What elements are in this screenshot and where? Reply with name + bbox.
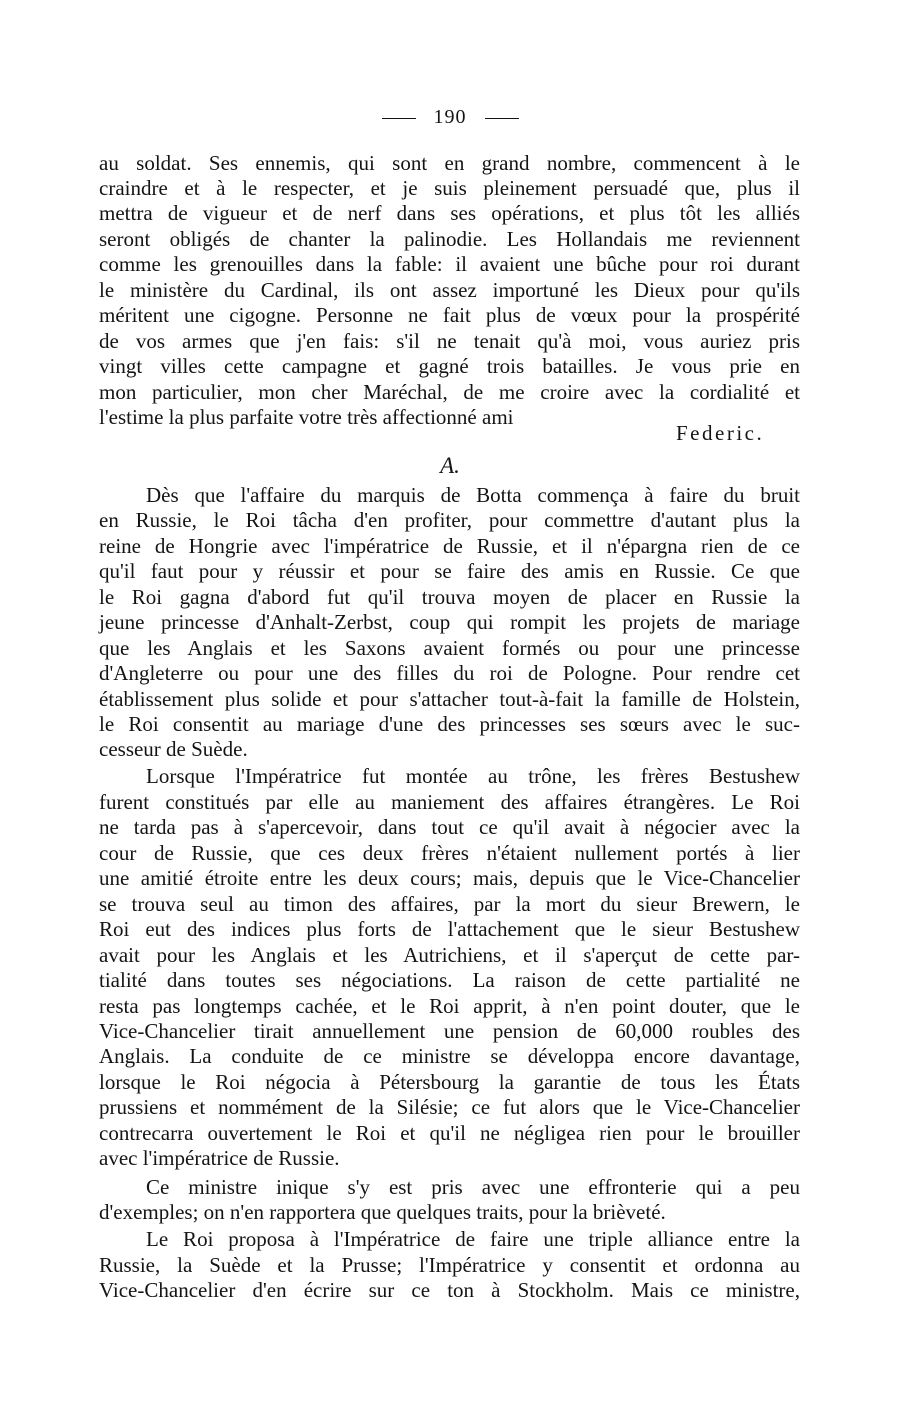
text-line: Anglais. La conduite de ce ministre se développa encore davantage, [99, 1044, 800, 1068]
text-line: établissement plus solide et pour s'attacher tout-à-fait la famille de Holstein, [99, 687, 800, 711]
text-line: se trouva seul au timon des affaires, par la mort du sieur Brewern, le [99, 892, 800, 916]
text-line: furent constitués par elle au maniement des affaires étrangères. Le Roi [99, 790, 800, 814]
text-line: lorsque le Roi négocia à Pétersbourg la garantie de tous les États [99, 1070, 800, 1094]
text-line: cesseur de Suède. [99, 737, 248, 761]
text-line: reine de Hongrie avec l'impératrice de Russie, et il n'épargna rien de ce [99, 534, 800, 558]
page-number: 190 [433, 106, 467, 128]
header-rule-left [382, 118, 416, 119]
text-line: resta pas longtemps cachée, et le Roi apprit, à n'en point douter, que le [99, 994, 800, 1018]
text-line: avait pour les Anglais et les Autrichiens, et il s'aperçut de cette par- [99, 943, 800, 967]
text-line: mettra de vigueur et de nerf dans ses opérations, et plus tôt les alliés [99, 201, 800, 225]
text-line: tialité dans toutes ses négociations. La raison de cette partialité ne [99, 968, 800, 992]
text-line: d'exemples; on n'en rapportera que quelques traits, pour la brièveté. [99, 1200, 666, 1224]
text-line: l'estime la plus parfaite votre très affectionné ami [99, 405, 514, 429]
text-line: le Roi consentit au mariage d'une des princesses ses sœurs avec le suc- [99, 712, 800, 736]
text-line: méritent une cigogne. Personne ne fait plus de vœux pour la prospérité [99, 303, 800, 327]
text-line: au soldat. Ses ennemis, qui sont en grand nombre, commencent à le [99, 151, 800, 175]
text-line: Vice-Chancelier d'en écrire sur ce ton à Stockholm. Mais ce ministre, [99, 1278, 800, 1302]
text-line: le ministère du Cardinal, ils ont assez importuné les Dieux pour qu'ils [99, 278, 800, 302]
text-line: Le Roi proposa à l'Impératrice de faire une triple alliance entre la [146, 1227, 800, 1251]
text-line: Dès que l'affaire du marquis de Botta commença à faire du bruit [146, 483, 800, 507]
text-line: Vice-Chancelier tirait annuellement une pension de 60,000 roubles des [99, 1019, 800, 1043]
text-line: jeune princesse d'Anhalt-Zerbst, coup qui rompit les projets de mariage [99, 610, 800, 634]
text-line: d'Angleterre ou pour une des filles du roi de Pologne. Pour rendre cet [99, 661, 800, 685]
header-rule-right [485, 118, 519, 119]
text-line: contrecarra ouvertement le Roi et qu'il ne négligea rien pour le brouiller [99, 1121, 800, 1145]
text-line: en Russie, le Roi tâcha d'en profiter, pour commettre d'autant plus la [99, 508, 800, 532]
signature: Federic. [676, 421, 765, 445]
text-line: avec l'impératrice de Russie. [99, 1146, 340, 1170]
text-line: Russie, la Suède et la Prusse; l'Impératrice y consentit et ordonna au [99, 1253, 800, 1277]
text-line: qu'il faut pour y réussir et pour se faire des amis en Russie. Ce que [99, 559, 800, 583]
text-line: Ce ministre inique s'y est pris avec une effronterie qui a peu [146, 1175, 800, 1199]
text-line: le Roi gagna d'abord fut qu'il trouva moyen de placer en Russie la [99, 585, 800, 609]
text-line: ne tarda pas à s'apercevoir, dans tout ce qu'il avait à négocier avec la [99, 815, 800, 839]
text-line: craindre et à le respecter, et je suis pleinement persuadé que, plus il [99, 176, 800, 200]
text-line: comme les grenouilles dans la fable: il avaient une bûche pour roi durant [99, 252, 800, 276]
text-line: une amitié étroite entre les deux cours; mais, depuis que le Vice-Chancelier [99, 866, 800, 890]
text-line: mon particulier, mon cher Maréchal, de me croire avec la cordialité et [99, 380, 800, 404]
text-line: prussiens et nommément de la Silésie; ce fut alors que le Vice-Chancelier [99, 1095, 800, 1119]
page-header [370, 104, 530, 130]
text-line: que les Anglais et les Saxons avaient formés ou pour une princesse [99, 636, 800, 660]
text-line: vingt villes cette campagne et gagné trois batailles. Je vous prie en [99, 354, 800, 378]
text-line: Roi eut des indices plus forts de l'attachement que le sieur Bestushew [99, 917, 800, 941]
text-line: seront obligés de chanter la palinodie. Les Hollandais me reviennent [99, 227, 800, 251]
section-heading: A. [440, 453, 460, 478]
text-line: cour de Russie, que ces deux frères n'étaient nullement portés à lier [99, 841, 800, 865]
text-line: de vos armes que j'en fais: s'il ne tenait qu'à moi, vous auriez pris [99, 329, 800, 353]
text-line: Lorsque l'Impératrice fut montée au trône, les frères Bestushew [146, 764, 800, 788]
